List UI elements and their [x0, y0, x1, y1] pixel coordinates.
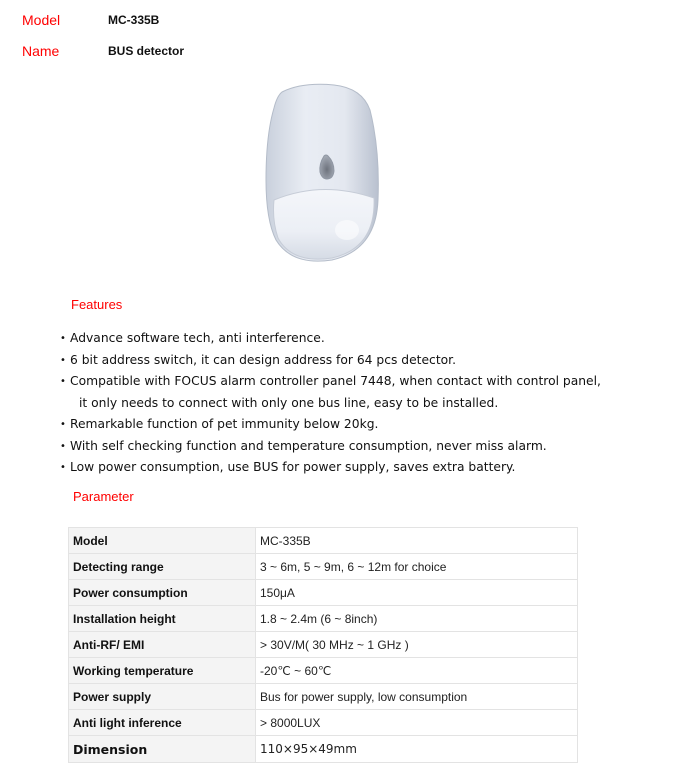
- param-value: MC-335B: [256, 528, 578, 554]
- bullet-icon: •: [60, 354, 66, 366]
- name-value: BUS detector: [108, 44, 185, 58]
- param-value: -20℃ ~ 60℃: [256, 658, 578, 684]
- feature-text: Advance software tech, anti interference.: [70, 331, 325, 345]
- param-value: > 30V/M( 30 MHz ~ 1 GHz ): [256, 632, 578, 658]
- param-value: 150μA: [256, 580, 578, 606]
- bullet-icon: •: [60, 333, 66, 344]
- param-label: Installation height: [69, 606, 256, 632]
- param-label: Working temperature: [69, 658, 256, 684]
- feature-item: [60, 328, 601, 350]
- bus-detector-icon: [262, 80, 384, 268]
- param-label: Anti-RF/ EMI: [69, 632, 256, 658]
- bullet-icon: •: [60, 440, 66, 452]
- feature-item: [60, 457, 601, 479]
- feature-text: it only needs to connect with only one bus line, easy to be installed.: [79, 395, 499, 410]
- feature-item: [60, 414, 601, 436]
- param-label: Dimension: [69, 736, 256, 763]
- param-value: 3 ~ 6m, 5 ~ 9m, 6 ~ 12m for choice: [256, 554, 578, 580]
- param-value: Bus for power supply, low consumption: [256, 684, 578, 710]
- bullet-icon: •: [60, 419, 66, 430]
- table-row: [69, 632, 578, 658]
- feature-item: [60, 371, 601, 393]
- feature-text: Remarkable function of pet immunity below 20kg.: [70, 417, 379, 431]
- product-image: [262, 80, 384, 268]
- feature-text: Compatible with FOCUS alarm controller panel 7448, when contact with control panel,: [70, 374, 601, 388]
- feature-item: [60, 350, 601, 372]
- table-row: [69, 528, 578, 554]
- table-row: [69, 554, 578, 580]
- parameter-title: Parameter: [73, 489, 134, 504]
- feature-text: 6 bit address switch, it can design address for 64 pcs detector.: [70, 352, 457, 367]
- param-label: Anti light inference: [69, 710, 256, 736]
- feature-item-continuation: [60, 393, 601, 415]
- bullet-icon: •: [60, 462, 66, 473]
- table-row: [69, 580, 578, 606]
- features-title: Features: [71, 297, 123, 312]
- param-label: Power supply: [69, 684, 256, 710]
- name-label: Name: [22, 43, 60, 59]
- bullet-icon: •: [60, 376, 66, 387]
- param-value: 1.8 ~ 2.4m (6 ~ 8inch): [256, 606, 578, 632]
- table-row: [69, 658, 578, 684]
- table-row: [69, 710, 578, 736]
- param-value: 110×95×49mm: [256, 736, 578, 763]
- features-list: [60, 328, 601, 479]
- param-label: Model: [69, 528, 256, 554]
- param-label: Power consumption: [69, 580, 256, 606]
- param-label: Detecting range: [69, 554, 256, 580]
- table-row: [69, 684, 578, 710]
- feature-item: [60, 436, 601, 458]
- table-row: [69, 736, 578, 763]
- table-row: [69, 606, 578, 632]
- feature-text: With self checking function and temperature consumption, never miss alarm.: [70, 438, 547, 453]
- feature-text: Low power consumption, use BUS for power supply, saves extra battery.: [70, 460, 516, 474]
- model-value: MC-335B: [108, 13, 160, 27]
- param-value: > 8000LUX: [256, 710, 578, 736]
- model-label: Model: [22, 12, 61, 28]
- parameter-table: [68, 527, 578, 763]
